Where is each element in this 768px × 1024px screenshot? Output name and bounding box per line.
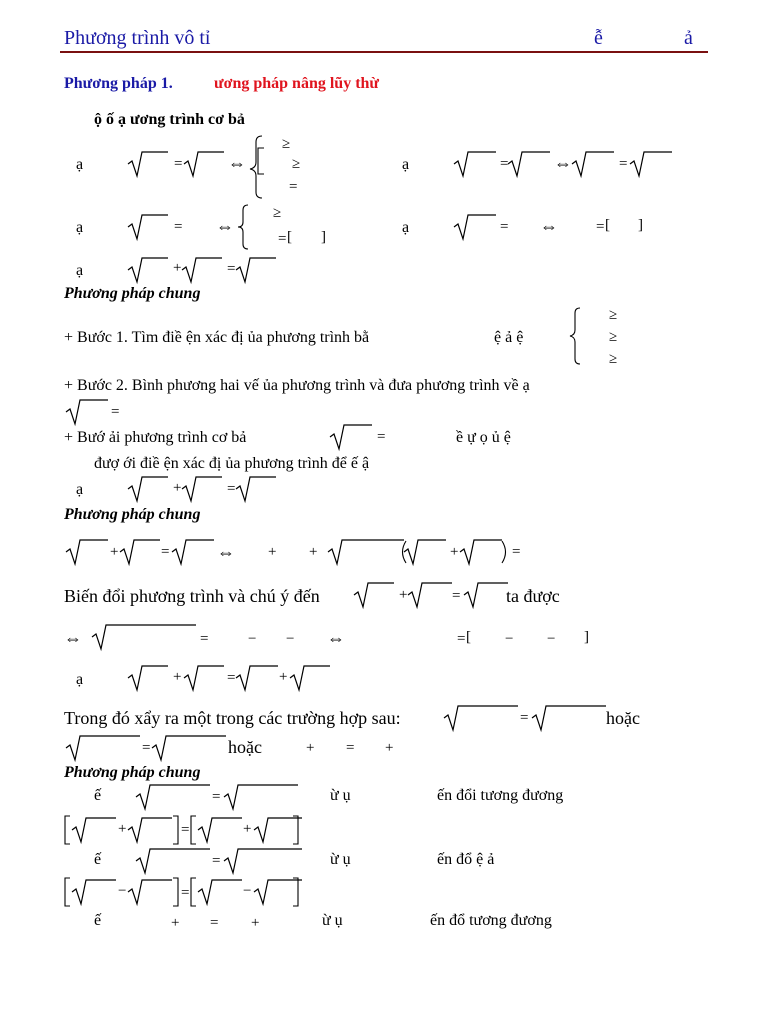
eq-sign: = <box>210 915 219 931</box>
eq-sign: = <box>111 404 120 420</box>
square-bracket <box>65 878 70 906</box>
radical-sign <box>532 706 606 730</box>
radical-sign <box>66 540 108 564</box>
radical-sign <box>128 666 168 690</box>
radical-sign <box>182 477 222 501</box>
ge-sign: ≥ <box>609 329 618 345</box>
radical-sign <box>454 152 496 176</box>
plus-sign: + <box>173 260 182 276</box>
curly-brace <box>238 205 248 249</box>
form-label-3: ạ <box>76 219 84 236</box>
iff-symbol: ⇔ <box>64 628 82 648</box>
radical-sign <box>72 818 116 842</box>
case-1-text: ến đổi tương đương <box>437 787 564 804</box>
square-bracket <box>191 878 196 906</box>
minus-sign: − <box>505 631 514 647</box>
left-bracket: [ <box>605 217 610 233</box>
radical-sign <box>120 540 160 564</box>
curly-brace <box>570 308 580 364</box>
plus-sign: + <box>450 544 459 560</box>
radical-sign <box>128 477 168 501</box>
radical-sign <box>460 540 502 564</box>
radical-sign <box>128 818 172 842</box>
header-school: ả <box>684 27 693 49</box>
case-2-prefix: ế <box>94 851 102 868</box>
radical-sign <box>236 666 278 690</box>
radical-sign <box>66 400 108 424</box>
left-bracket: [ <box>466 629 471 645</box>
eq-sign: = <box>457 631 466 647</box>
ge-sign: ≥ <box>292 156 301 172</box>
or-text: hoặc <box>228 737 262 757</box>
plus-sign: + <box>173 480 182 496</box>
radical-sign <box>508 152 550 176</box>
minus-sign: − <box>547 631 556 647</box>
plus-sign: + <box>306 740 315 756</box>
square-bracket <box>293 878 298 906</box>
case-1-mid: ừ ụ <box>330 787 351 804</box>
cases-text: Trong đó xẩy ra một trong các trường hợp sau: <box>64 708 401 728</box>
ge-sign: ≥ <box>273 205 282 221</box>
header-title: Phương trình vô tỉ <box>64 27 211 49</box>
iff-symbol: ⇔ <box>217 542 235 562</box>
radical-sign <box>254 818 302 842</box>
ge-sign: ≥ <box>282 136 291 152</box>
plus-sign: + <box>385 740 394 756</box>
iff-symbol: ⇔ <box>216 216 234 236</box>
plus-sign: + <box>173 669 182 685</box>
radical-sign <box>136 785 210 809</box>
radical-sign <box>136 849 210 873</box>
step-2-text: + Bước 2. Bình phương hai vế ủa phương trình và đưa phương trình về ạ <box>64 377 530 394</box>
right-bracket: ] <box>321 229 326 245</box>
plus-sign: + <box>309 544 318 560</box>
form-label-2: ạ <box>402 156 410 173</box>
eq-sign: = <box>200 631 209 647</box>
radical-sign <box>128 152 168 176</box>
plus-sign: + <box>251 915 260 931</box>
iff-symbol: ⇔ <box>554 153 572 173</box>
eq-sign: = <box>212 789 221 805</box>
radical-sign <box>236 477 276 501</box>
radical-sign <box>404 540 446 564</box>
radical-sign <box>572 152 614 176</box>
right-bracket: ] <box>638 217 643 233</box>
radical-sign <box>172 540 214 564</box>
method-heading-1: Phương pháp chung <box>64 285 201 302</box>
eq-sign: = <box>227 670 236 686</box>
section-label: Phương pháp 1. <box>64 75 173 92</box>
radical-sign <box>290 666 330 690</box>
radical-sign <box>444 706 518 730</box>
radical-sign <box>184 152 224 176</box>
iff-symbol: ⇔ <box>228 153 246 173</box>
ge-sign: ≥ <box>609 351 618 367</box>
radical-sign <box>184 666 224 690</box>
iff-symbol: ⇔ <box>327 628 345 648</box>
step-1-text: + Bước 1. Tìm điề ện xác đị ủa phương trình bằ <box>64 329 370 346</box>
form-label-5: ạ <box>76 262 84 279</box>
eq-sign: = <box>278 231 287 247</box>
square-bracket <box>65 816 70 844</box>
eq-sign: = <box>500 156 509 172</box>
square-bracket <box>173 878 178 906</box>
radical-sign <box>152 736 226 760</box>
eq-sign: = <box>161 544 170 560</box>
left-bracket: [ <box>287 229 292 245</box>
radical-sign <box>224 849 302 873</box>
plus-sign: + <box>399 587 408 603</box>
section-title: ương pháp nâng lũy thừ <box>214 75 380 92</box>
eq-sign: = <box>452 588 461 604</box>
curly-brace <box>250 136 262 198</box>
eq-sign: = <box>289 179 298 195</box>
square-bracket <box>258 148 264 174</box>
ge-sign: ≥ <box>609 307 618 323</box>
step-3-continuation: đượ ới điề ện xác đị ủa phương trình để ế ậ <box>94 455 370 472</box>
square-bracket <box>173 816 178 844</box>
form-label-4: ạ <box>402 219 410 236</box>
iff-symbol: ⇔ <box>540 216 558 236</box>
form-label-1: ạ <box>76 156 84 173</box>
case-3-text: ến đổ tương đương <box>430 912 552 929</box>
eq-sign: = <box>227 261 236 277</box>
right-bracket: ] <box>584 629 589 645</box>
header-author: ễ <box>594 27 603 49</box>
ta-duoc-text: ta được <box>506 586 560 606</box>
eq-sign: = <box>227 481 236 497</box>
subsection-heading: ộ ố ạ ương trình cơ bả <box>94 111 245 128</box>
case-2-mid: ừ ụ <box>330 851 351 868</box>
case-3-prefix: ế <box>94 912 102 929</box>
radical-sign <box>66 736 140 760</box>
eq-sign: = <box>174 219 183 235</box>
radical-sign <box>198 818 242 842</box>
minus-sign: − <box>248 631 257 647</box>
radical-sign <box>182 258 222 282</box>
transform-text: Biến đổi phương trình và chú ý đến <box>64 586 320 606</box>
method-heading-2: Phương pháp chung <box>64 506 201 523</box>
eq-sign: = <box>174 156 183 172</box>
case-2-text: ến đổ ệ ả <box>437 851 495 868</box>
step-3-tail: ề ự ọ ủ ệ <box>456 429 511 446</box>
eq-sign: = <box>520 710 529 726</box>
radical-sign <box>454 215 496 239</box>
or-text: hoặc <box>606 708 640 728</box>
case-3-mid: ừ ụ <box>322 912 343 929</box>
radical-sign <box>128 880 172 904</box>
parenthesis <box>502 541 506 563</box>
minus-sign: − <box>118 883 127 899</box>
eq-sign: = <box>619 156 628 172</box>
radical-sign <box>236 258 276 282</box>
radical-sign <box>198 880 242 904</box>
form-label-6: ạ <box>76 671 84 688</box>
eq-sign: = <box>512 544 521 560</box>
method-heading-3: Phương pháp chung <box>64 764 201 781</box>
radical-sign <box>330 425 372 449</box>
minus-sign: − <box>286 631 295 647</box>
plus-sign: + <box>243 821 252 837</box>
radical-sign <box>354 583 394 607</box>
square-bracket <box>191 816 196 844</box>
radical-sign <box>72 880 116 904</box>
radical-sign <box>630 152 672 176</box>
case-1-prefix: ế <box>94 787 102 804</box>
eq-sign: = <box>181 885 190 901</box>
plus-sign: + <box>110 544 119 560</box>
square-bracket <box>293 816 298 844</box>
plus-sign: + <box>279 669 288 685</box>
radical-sign <box>464 583 508 607</box>
plus-sign: + <box>268 544 277 560</box>
form-label-5b: ạ <box>76 481 84 498</box>
eq-sign: = <box>346 740 355 756</box>
radical-sign <box>92 625 196 649</box>
radical-sign <box>254 880 302 904</box>
eq-sign: = <box>212 853 221 869</box>
radical-sign <box>128 215 168 239</box>
plus-sign: + <box>118 821 127 837</box>
eq-sign: = <box>377 429 386 445</box>
radical-sign <box>224 785 298 809</box>
eq-sign: = <box>500 219 509 235</box>
step-3-text: + Bướ ải phương trình cơ bả <box>64 429 247 446</box>
eq-sign: = <box>181 822 190 838</box>
radical-sign <box>408 583 452 607</box>
plus-sign: + <box>171 915 180 931</box>
eq-sign: = <box>596 219 605 235</box>
minus-sign: − <box>243 883 252 899</box>
eq-sign: = <box>142 740 151 756</box>
step-1-tail: ệ ả ệ <box>494 329 524 346</box>
radical-sign <box>128 258 168 282</box>
radical-sign <box>328 540 404 564</box>
